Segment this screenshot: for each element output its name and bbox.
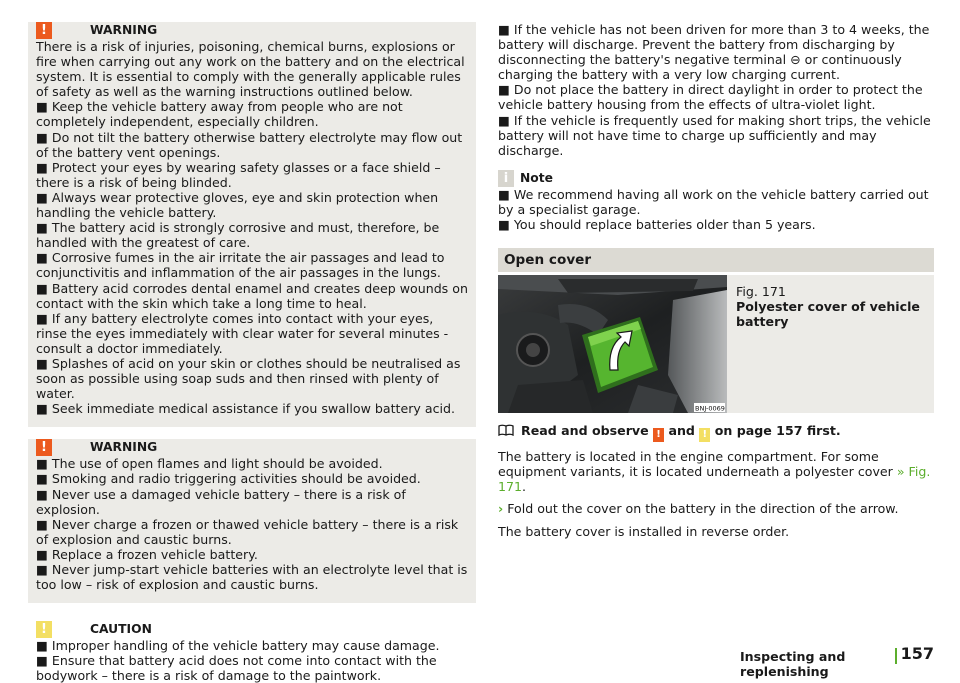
caution-header	[36, 621, 468, 638]
warning-box-battery-risks	[28, 22, 476, 427]
read-observe-suffix: on page 157 first.	[714, 423, 841, 439]
figure-number: Fig. 171	[736, 284, 786, 300]
list-item: ■ Do not tilt the battery otherwise battery electrolyte may flow out of the battery vent openings.	[36, 129, 463, 160]
warning-label: WARNING	[90, 23, 158, 37]
step-arrow-icon: ›	[498, 501, 504, 517]
battery-cover-illustration	[498, 275, 727, 413]
list-item: ■ Ensure that battery acid does not come into contact with the bodywork – there is a risk of damage to the paintwork.	[36, 653, 437, 683]
book-icon	[498, 424, 514, 436]
list-item: ■ Replace a frozen vehicle battery.	[36, 546, 258, 562]
list-item: ■ Never jump-start vehicle batteries with an electrolyte level that is too low – risk of explosion and caustic burns.	[36, 562, 468, 593]
step-text: Fold out the cover on the battery in the direction of the arrow.	[507, 501, 899, 517]
paragraph-text: The battery is located in the engine compartment. For some equipment variants, it is located underneath a polyester cover	[498, 449, 893, 480]
instruction-step	[498, 501, 934, 516]
warning-icon[interactable]: !	[653, 428, 664, 442]
note-box	[498, 170, 934, 232]
list-item: ■ Protect your eyes by wearing safety glasses or a face shield – there is a risk of being blinded.	[36, 159, 441, 190]
page-number: 157	[900, 644, 934, 663]
figure-title: Polyester cover of vehicle battery	[736, 299, 920, 330]
paragraph-end: .	[522, 479, 527, 495]
list-item: ■ We recommend having all work on the vehicle battery carried out by a specialist garage.	[498, 186, 929, 217]
figure-link[interactable]: » Fig. 171	[498, 464, 931, 495]
note-header	[498, 170, 934, 187]
list-item: ■ The battery acid is strongly corrosive and must, therefore, be handled with the greatest of care.	[36, 220, 440, 251]
list-item: ■ Smoking and radio triggering activities should be avoided.	[36, 471, 421, 487]
list-item: ■ Keep the vehicle battery away from people who are not completely independent, especially children.	[36, 99, 403, 130]
list-item: ■ Splashes of acid on your skin or clothes should be neutralised as soon as possible using soap suds and then rinsed with plenty of water.	[36, 355, 461, 402]
caution-label: CAUTION	[90, 622, 152, 637]
read-observe-middle: and	[668, 423, 695, 439]
warning-icon: !	[36, 22, 52, 39]
note-icon: i	[498, 170, 514, 187]
figure-code: BNJ-0069	[695, 404, 725, 413]
list-item: ■ If the vehicle is frequently used for making short trips, the vehicle battery will not have time to charge up sufficiently and may discharge.	[498, 112, 931, 158]
list-item: ■ Do not place the battery in direct daylight in order to protect the vehicle battery housing from the effects of ultra-violet light.	[498, 82, 923, 113]
list-item: ■ The use of open flames and light should be avoided.	[36, 456, 383, 472]
warning-box-flames	[28, 439, 476, 603]
caution-icon: !	[36, 621, 52, 638]
list-item: ■ Seek immediate medical assistance if you swallow battery acid.	[36, 401, 456, 417]
note-label: Note	[520, 170, 553, 185]
left-column	[28, 22, 476, 683]
read-and-observe	[498, 423, 934, 442]
warning-header	[36, 22, 468, 39]
list-item: ■ Battery acid corrodes dental enamel and creates deep wounds on contact with the skin which take a long time to heal.	[36, 280, 468, 311]
caution-icon[interactable]: !	[699, 428, 710, 442]
warning-intro: There is a risk of injuries, poisoning, chemical burns, explosions or fire when carrying out any work on the battery and on the electrical system. It is essential to comply with the generally applicable rules of safety as well as the warning instructions outlined below.	[36, 39, 465, 100]
caution-box	[28, 621, 476, 683]
warning-header	[36, 439, 468, 456]
read-observe-prefix: Read and observe	[521, 423, 649, 439]
warning-icon: !	[36, 439, 52, 456]
battery-tips	[498, 22, 934, 158]
footer-chapter-title: Inspecting and replenishing	[740, 649, 846, 680]
list-item: ■ If the vehicle has not been driven for more than 3 to 4 weeks, the battery will discharge. Prevent the battery from discharging by disconnecting the battery's negative terminal ⊖ or continuously charging the battery with a very low charging current.	[498, 22, 930, 83]
right-column	[498, 22, 934, 539]
list-item: ■ If any battery electrolyte comes into contact with your eyes, rinse the eyes immediately with clear water for several minutes - consult a doctor immediately.	[36, 310, 449, 356]
figure	[498, 275, 934, 413]
list-item: ■ You should replace batteries older than 5 years.	[498, 217, 816, 233]
list-item: ■ Corrosive fumes in the air irritate the air passages and lead to conjunctivitis and inflammation of the air passages in the lungs.	[36, 250, 445, 281]
section-title: Open cover	[498, 248, 934, 272]
paragraph: The battery cover is installed in reverse order.	[498, 523, 790, 539]
list-item: ■ Never use a damaged vehicle battery – there is a risk of explosion.	[36, 486, 406, 517]
page-footer	[740, 644, 934, 680]
list-item: ■ Improper handling of the vehicle battery may cause damage.	[36, 638, 440, 654]
paragraph	[498, 449, 934, 494]
footer-divider	[895, 648, 897, 664]
list-item: ■ Never charge a frozen or thawed vehicle battery – there is a risk of explosion and caustic burns.	[36, 516, 459, 547]
engine-bay-photo	[498, 275, 727, 413]
warning-label: WARNING	[90, 440, 158, 455]
list-item: ■ Always wear protective gloves, eye and skin protection when handling the vehicle battery.	[36, 189, 439, 221]
figure-caption	[736, 284, 926, 329]
